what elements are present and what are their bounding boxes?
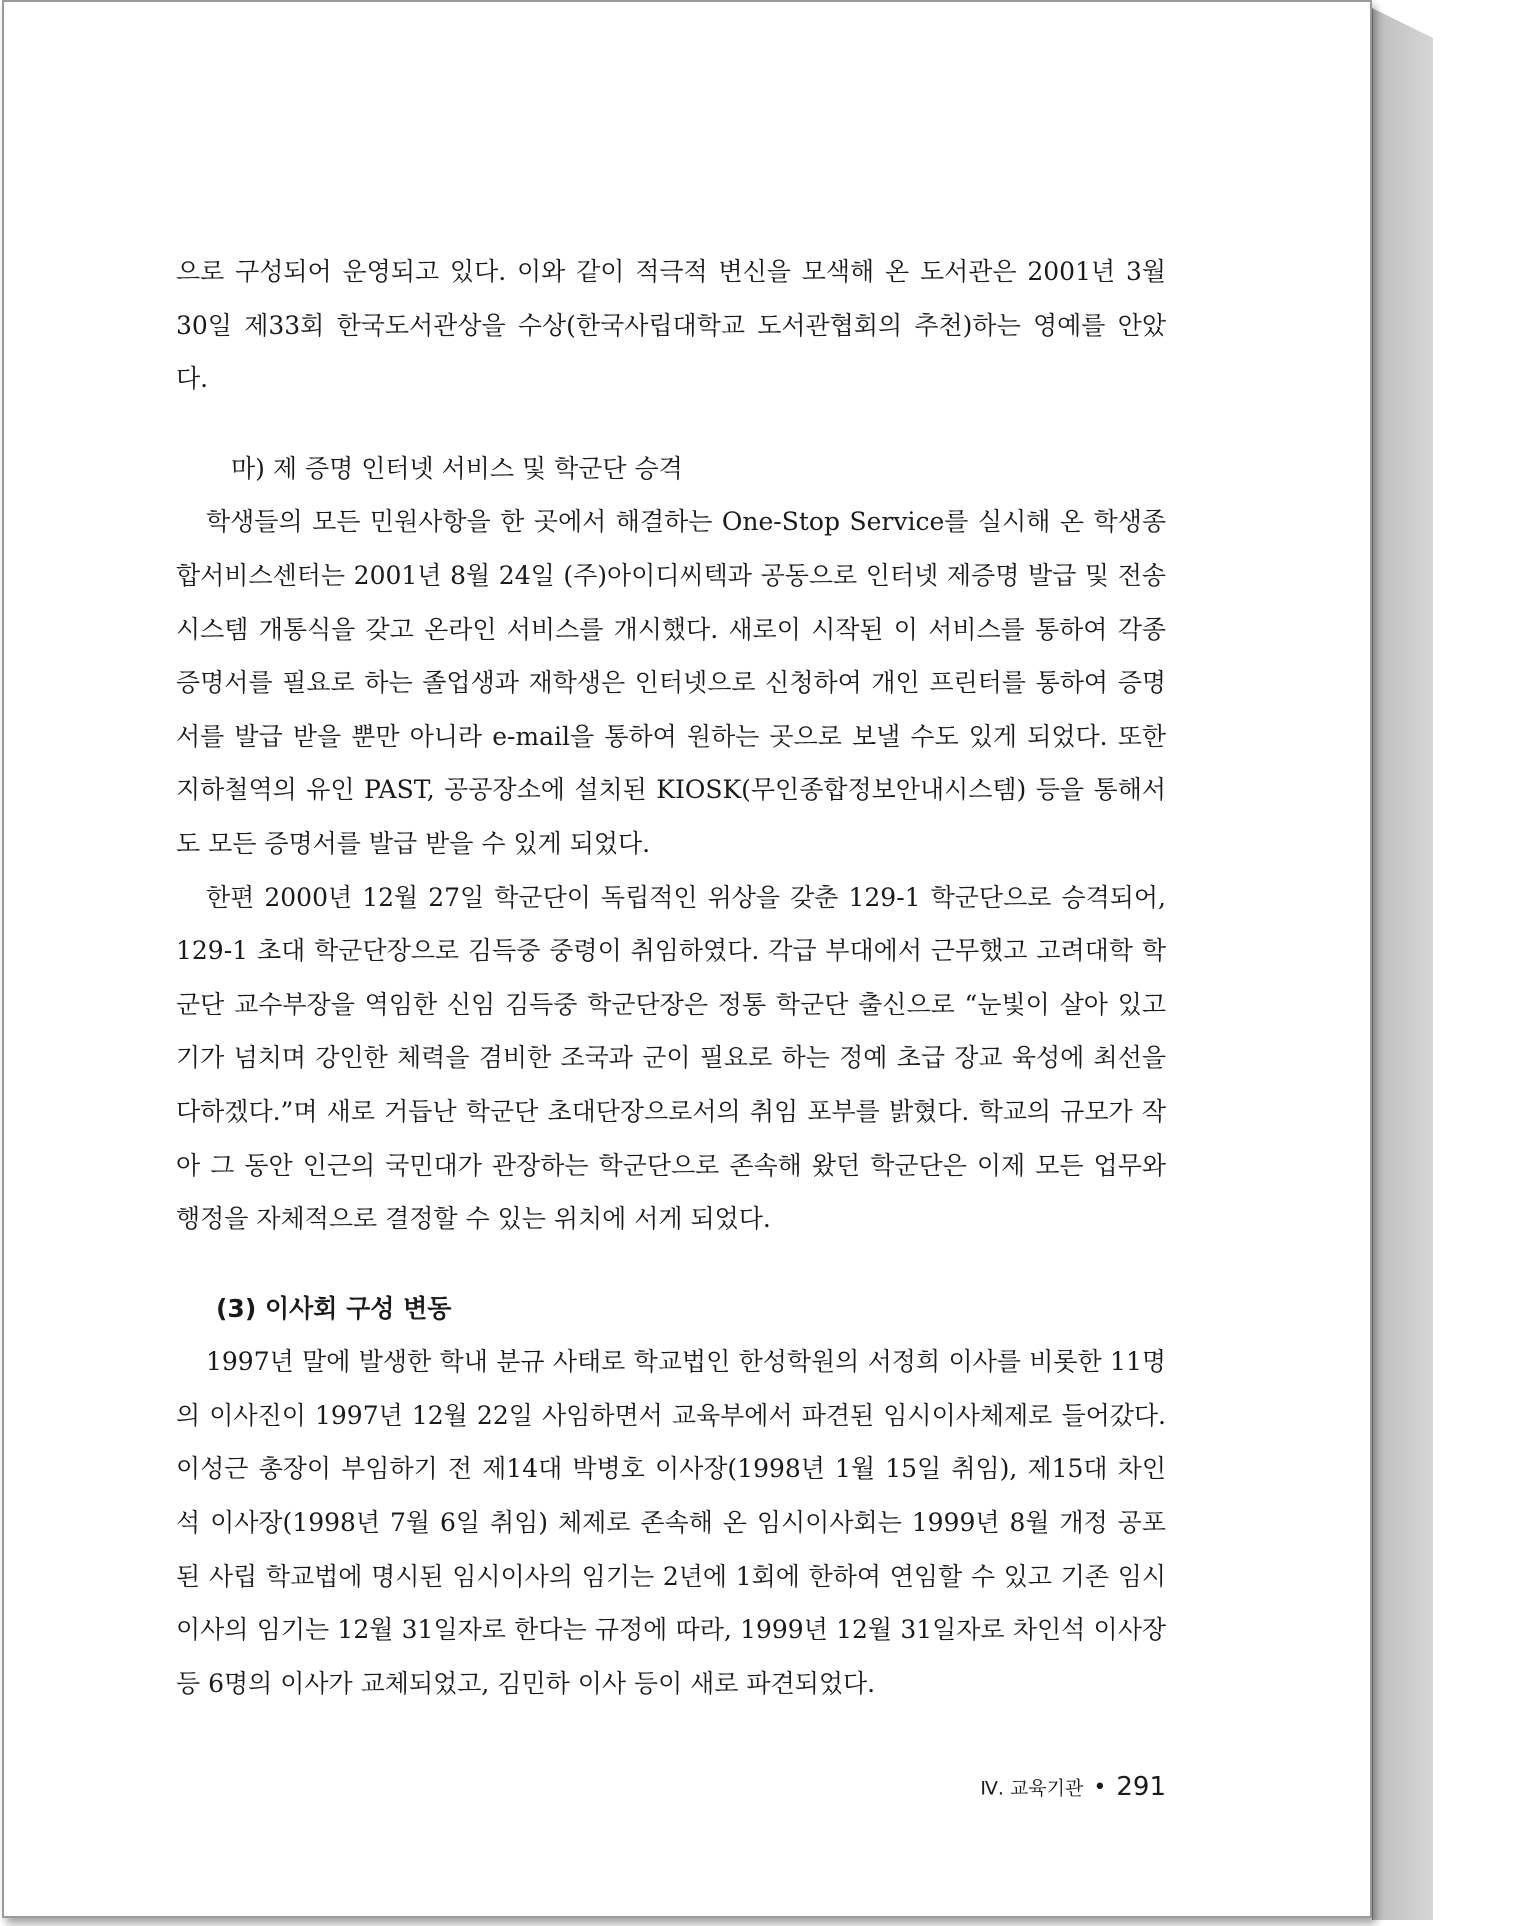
book-page-edge: [1372, 8, 1433, 1920]
subsection-heading-ma: 마) 제 증명 인터넷 서비스 및 학군단 승격: [231, 453, 683, 483]
paragraph-board-change: 1997년 말에 발생한 학내 분규 사태로 학교법인 한성학원의 서정희 이사를 비롯한 11명의 이사진이 1997년 12월 22일 사임하면서 교육부에서 파견된 임시이사체제로 들어갔다. 이성근 총장이 부임하기 전 제14대 박병호 이사장(1998년 1월 15일 취임), 제15대 차인석 이사장(1998년 7월 6일 취임) 체제로 존속해 온 임시이사회는 1999년 8월 개정 공포된 사립 학교법에 명시된 임시이사의 임기는 2년에 1회에 한하여 연임할 수 있고 기존 임시이사의 임기는 12월 31일자로 한다는 규정에 따라, 1999년 12월 31일자로 차인석 이사장 등 6명의 이사가 교체되었고, 김민하 이사 등이 새로 파견되었다.: [176, 1347, 1166, 1698]
page-number: 291: [1116, 1772, 1166, 1802]
page-footer: [960, 1772, 1166, 1802]
section-heading-board-change: (3) 이사회 구성 변동: [216, 1293, 452, 1323]
page-body: [176, 245, 1166, 1710]
paragraph-internet-certificate-service: 학생들의 모든 민원사항을 한 곳에서 해결하는 One-Stop Service를 실시해 온 학생종합서비스센터는 2001년 8월 24일 (주)아이디씨텍과 공동으로 인터넷 제증명 발급 및 전송 시스템 개통식을 갖고 온라인 서비스를 개시했다. 새로이 시작된 이 서비스를 통하여 각종 증명서를 필요로 하는 졸업생과 재학생은 인터넷으로 신청하여 개인 프린터를 통하여 증명서를 발급 받을 뿐만 아니라 e-mail을 통하여 원하는 곳으로 보낼 수도 있게 되었다. 또한 지하철역의 유인 PAST, 공공장소에 설치된 KIOSK(무인종합정보안내시스템) 등을 통해서도 모든 증명서를 발급 받을 수 있게 되었다.: [176, 507, 1166, 858]
paragraph-rotc-promotion: 한편 2000년 12월 27일 학군단이 독립적인 위상을 갖춘 129-1 학군단으로 승격되어, 129-1 초대 학군단장으로 김득중 중령이 취임하였다. 각급 부대에서 근무했고 고려대학 학군단 교수부장을 역임한 신임 김득중 학군단장은 정통 학군단 출신으로 “눈빛이 살아 있고 기가 넘치며 강인한 체력을 겸비한 조국과 군이 필요로 하는 정예 초급 장교 육성에 최선을 다하겠다.”며 새로 거듭난 학군단 초대단장으로서의 취임 포부를 밝혔다. 학교의 규모가 작아 그 동안 인근의 국민대가 관장하는 학군단으로 존속해 왔던 학군단은 이제 모든 업무와 행정을 자체적으로 결정할 수 있는 위치에 서게 되었다.: [176, 882, 1166, 1234]
footer-bullet: •: [1093, 1774, 1107, 1800]
paragraph-library-award: 으로 구성되어 운영되고 있다. 이와 같이 적극적 변신을 모색해 온 도서관은 2001년 3월 30일 제33회 한국도서관상을 수상(한국사립대학교 도서관협회의 추천)하는 영예를 안았다.: [176, 257, 1166, 394]
footer-chapter-title: Ⅳ. 교육기관: [980, 1777, 1084, 1800]
